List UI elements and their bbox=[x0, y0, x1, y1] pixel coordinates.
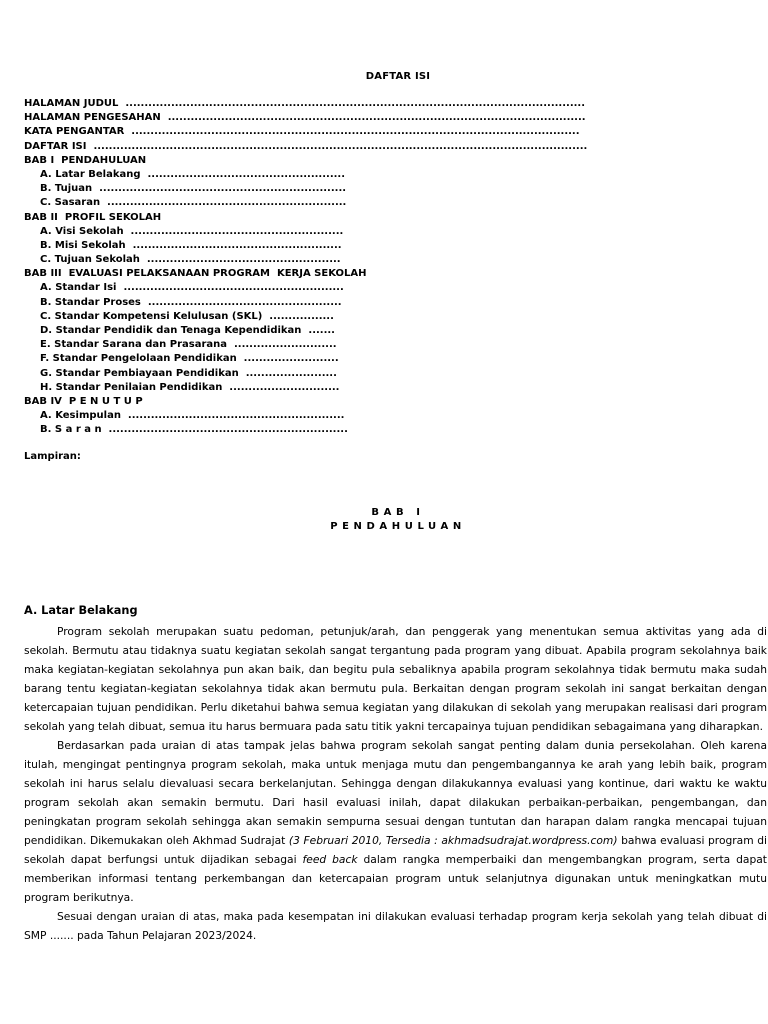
toc-subentry: F. Standar Pengelolaan Pendidikan ......................... bbox=[40, 353, 339, 365]
section-title: A. Latar Belakang bbox=[24, 604, 138, 617]
chapter-heading bbox=[0, 506, 768, 534]
toc-subentry: A. Standar Isi .......................................................... bbox=[40, 282, 344, 294]
toc-entry: HALAMAN PENGESAHAN .............................................................................................................. bbox=[24, 112, 586, 124]
toc-subentry: H. Standar Penilaian Pendidikan ............................. bbox=[40, 381, 340, 393]
toc-subentry: C. Standar Kompetensi Kelulusan (SKL) ................. bbox=[40, 310, 334, 322]
toc-entry: BAB II PROFIL SEKOLAH bbox=[24, 211, 162, 223]
toc-subentry: A. Kesimpulan ......................................................... bbox=[40, 410, 345, 422]
paragraph-3: Sesuai dengan uraian di atas, maka pada kesempatan ini dilakukan evaluasi terhadap program kerja sekolah yang telah dibuat di SMP ....... pada Tahun Pelajaran 2023/2024. bbox=[24, 910, 767, 942]
toc-subentry: A. Visi Sekolah ........................................................ bbox=[40, 225, 344, 237]
feedback-term: feed back bbox=[302, 853, 358, 866]
paragraph-2-part-b: bahwa evaluasi program di sekolah dapat berfungsi untuk dijadikan sebagai bbox=[24, 834, 767, 866]
paragraph-2 bbox=[24, 736, 767, 907]
toc-entry: BAB I PENDAHULUAN bbox=[24, 154, 147, 166]
lampiran-label: Lampiran: bbox=[24, 451, 81, 462]
toc-subentry: C. Tujuan Sekolah ................................................... bbox=[40, 254, 341, 266]
toc-title: DAFTAR ISI bbox=[365, 71, 431, 82]
toc-entry: KATA PENGANTAR ...................................................................................................................... bbox=[24, 126, 580, 138]
paragraph-2-part-c: dalam rangka memperbaiki dan mengembangkan program, serta dapat memberikan informasi tentang perkembangan dan ketercapaian program untuk selanjutnya digunakan untuk meningkatkan mutu program berikutnya. bbox=[24, 853, 767, 904]
toc-subentry: C. Sasaran ............................................................... bbox=[40, 197, 347, 209]
section-body bbox=[24, 622, 767, 945]
table-of-contents bbox=[24, 97, 764, 438]
toc-subentry: B. Standar Proses ................................................... bbox=[40, 296, 342, 308]
toc-subentry: B. Misi Sekolah ....................................................... bbox=[40, 239, 342, 251]
toc-subentry: E. Standar Sarana dan Prasarana ........................... bbox=[40, 339, 337, 351]
toc-entry: BAB III EVALUASI PELAKSANAAN PROGRAM KERJA SEKOLAH bbox=[24, 268, 367, 280]
toc-subentry: D. Standar Pendidik dan Tenaga Kependidikan ....... bbox=[40, 325, 335, 336]
toc-subentry: B. S a r a n ............................................................... bbox=[40, 424, 348, 436]
toc-entry: DAFTAR ISI .................................................................................................................................. bbox=[24, 140, 588, 152]
chapter-title: PENDAHULUAN bbox=[330, 521, 466, 532]
toc-entry: HALAMAN JUDUL ......................................................................................................................... bbox=[24, 98, 586, 109]
toc-entry: BAB IV P E N U T U P bbox=[24, 395, 143, 407]
toc-subentry: B. Tujuan ................................................................. bbox=[40, 183, 347, 195]
toc-subentry: G. Standar Pembiayaan Pendidikan ........................ bbox=[40, 367, 337, 379]
toc-subentry: A. Latar Belakang .................................................... bbox=[40, 168, 346, 180]
paragraph-1: Program sekolah merupakan suatu pedoman, petunjuk/arah, dan penggerak yang menentukan semua aktivitas yang ada di sekolah. Bermutu atau tidaknya suatu kegiatan sekolah sangat tergantung pada program yang dibuat. Apabila program sekolahnya baik maka kegiatan-kegiatan sekolahnya pun akan baik, dan begitu pula sebaliknya apabila program sekolahnya tidak bermutu maka sudah barang tentu kegiatan-kegiatan sekolahnya tidak akan bermutu pula. Berkaitan dengan program sekolah ini sangat berkaitan dengan ketercapaian tujuan pendidikan. Perlu diketahui bahwa semua kegiatan yang dilakukan di sekolah yang merupakan realisasi dari program sekolah yang telah dibuat, semua itu harus bermuara pada satu titik yakni tercapainya tujuan pendidikan sebagaimana yang diharapkan. bbox=[24, 625, 767, 733]
chapter-number: BAB I bbox=[371, 507, 425, 518]
citation: (3 Februari 2010, Tersedia : akhmadsudrajat.wordpress.com) bbox=[288, 834, 618, 847]
paragraph-2-part-a: Berdasarkan pada uraian di atas tampak jelas bahwa program sekolah sangat penting dalam dunia persekolahan. Oleh karena itulah, mengingat pentingnya program sekolah, maka untuk menjaga mutu dan pengembangannya ke arah yang lebih baik, program sekolah ini harus selalu dievaluasi secara berkelanjutan. Sehingga dengan dilakukannya evaluasi yang kontinue, dari waktu ke waktu program sekolah akan semakin bermutu. Dari hasil evaluasi inilah, dapat dilakukan perbaikan-perbaikan, pengembangan, dan peningkatan program sekolah sehingga akan semakin sempurna sesuai dengan tuntutan dan harapan dalam rangka mencapai tujuan pendidikan. Dikemukakan oleh Akhmad Sudrajat bbox=[24, 739, 767, 847]
